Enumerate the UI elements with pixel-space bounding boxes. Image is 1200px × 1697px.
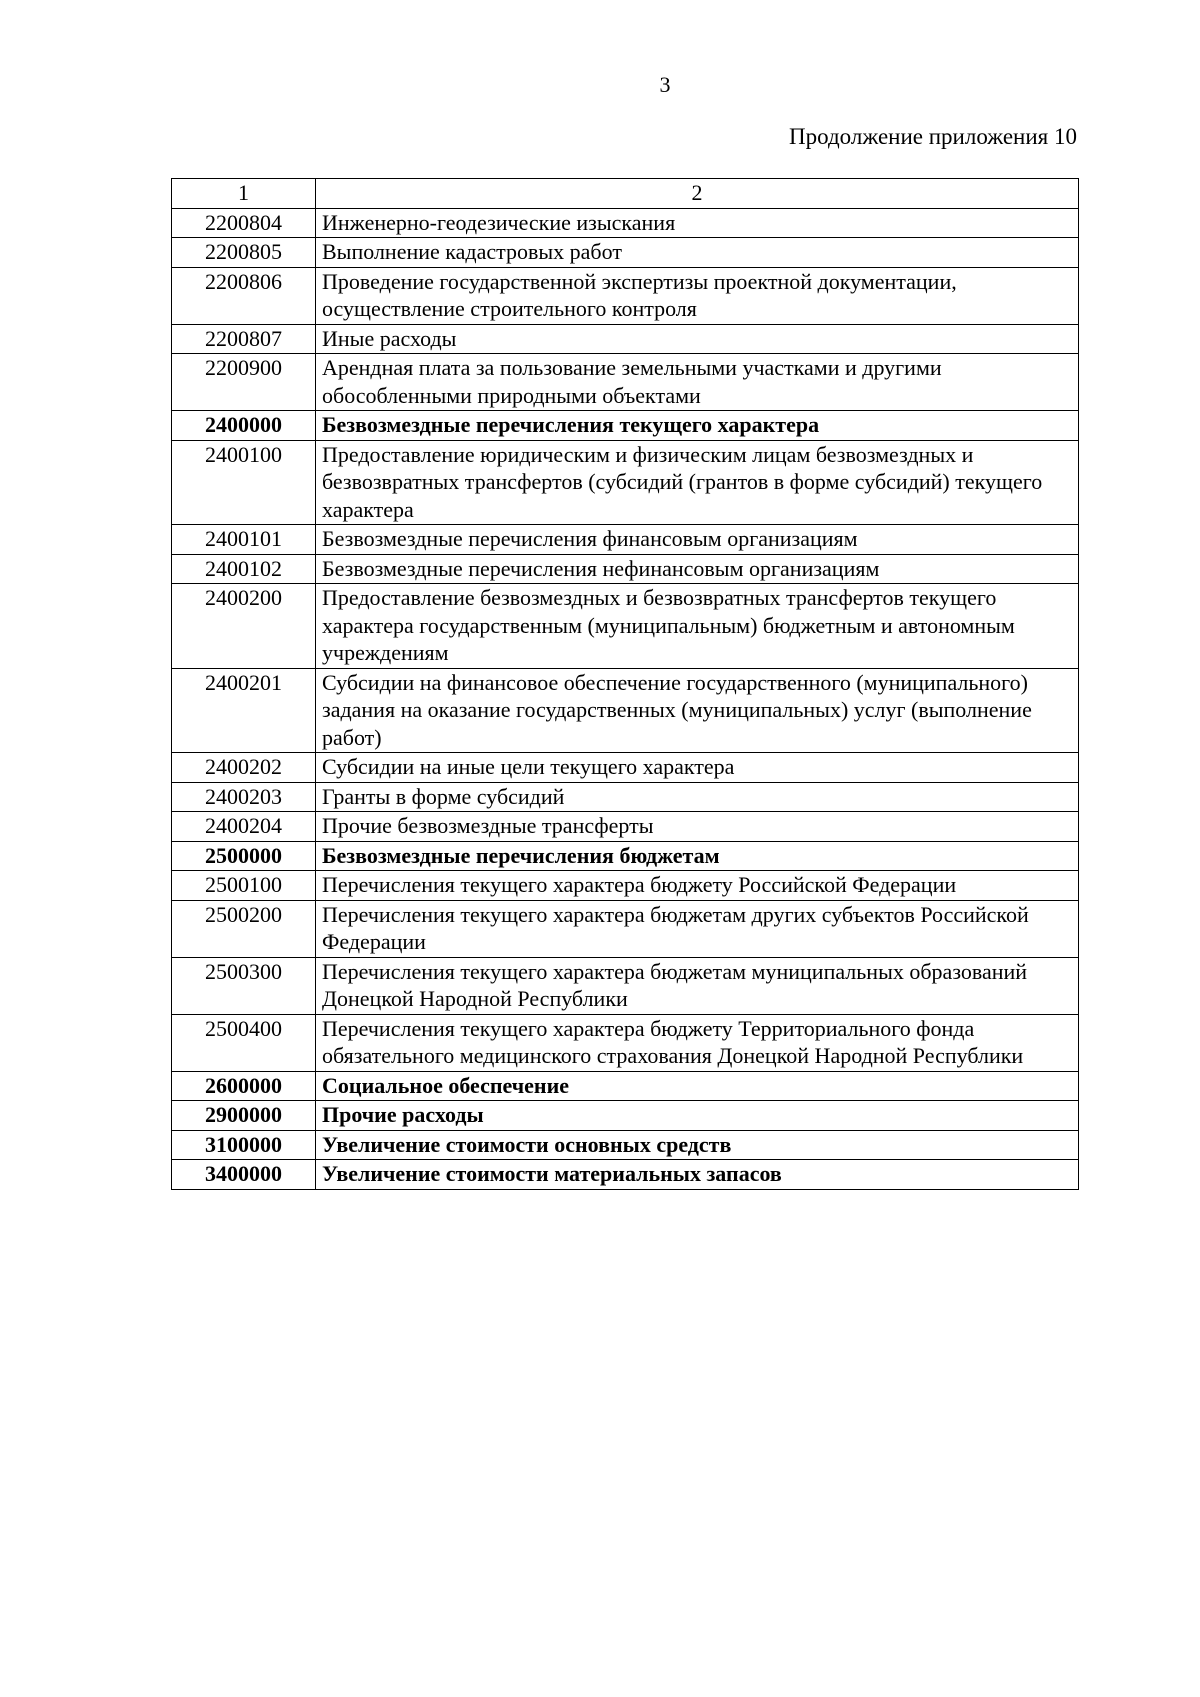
table-row xyxy=(172,354,1079,411)
row-code: 2200807 xyxy=(172,324,316,354)
row-name: Безвозмездные перечисления финансовым организациям xyxy=(316,525,1079,555)
row-code: 2400203 xyxy=(172,782,316,812)
row-name: Перечисления текущего характера бюджетам других субъектов Российской Федерации xyxy=(316,900,1079,957)
row-code: 2400101 xyxy=(172,525,316,555)
table-row xyxy=(172,1014,1079,1071)
table-row xyxy=(172,411,1079,441)
row-code: 3100000 xyxy=(172,1130,316,1160)
row-name: Прочие безвозмездные трансферты xyxy=(316,812,1079,842)
row-code: 2200900 xyxy=(172,354,316,411)
table-row xyxy=(172,584,1079,669)
continuation-label: Продолжение приложения 10 xyxy=(789,124,1077,149)
row-code: 2200804 xyxy=(172,208,316,238)
row-code: 3400000 xyxy=(172,1160,316,1190)
row-code: 2400202 xyxy=(172,753,316,783)
row-code: 2400201 xyxy=(172,668,316,753)
table-row xyxy=(172,1160,1079,1190)
row-name: Перечисления текущего характера бюджету Территориального фонда обязательного медицинского страхования Донецкой Народной Республики xyxy=(316,1014,1079,1071)
table-row xyxy=(172,1101,1079,1131)
budget-codes-table xyxy=(171,178,1079,1190)
row-code: 2500200 xyxy=(172,900,316,957)
table-row xyxy=(172,267,1079,324)
row-name: Субсидии на иные цели текущего характера xyxy=(316,753,1079,783)
table-row xyxy=(172,753,1079,783)
table-row xyxy=(172,1130,1079,1160)
table-row xyxy=(172,871,1079,901)
row-name: Выполнение кадастровых работ xyxy=(316,238,1079,268)
table-row xyxy=(172,324,1079,354)
row-name: Предоставление юридическим и физическим лицам безвозмездных и безвозвратных трансфертов (субсидий (грантов в форме субсидий) текущего характера xyxy=(316,440,1079,525)
page-number: 3 xyxy=(659,72,671,97)
table-row xyxy=(172,812,1079,842)
table-row xyxy=(172,208,1079,238)
table-row xyxy=(172,841,1079,871)
table-row xyxy=(172,957,1079,1014)
row-name: Арендная плата за пользование земельными участками и другими обособленными природными объектами xyxy=(316,354,1079,411)
row-code: 2200805 xyxy=(172,238,316,268)
row-code: 2400204 xyxy=(172,812,316,842)
table-row xyxy=(172,668,1079,753)
row-name: Проведение государственной экспертизы проектной документации, осуществление строительного контроля xyxy=(316,267,1079,324)
table-body xyxy=(172,208,1079,1189)
header-column-2: 2 xyxy=(316,179,1079,209)
row-name: Иные расходы xyxy=(316,324,1079,354)
row-name: Субсидии на финансовое обеспечение государственного (муниципального) задания на оказание государственных (муниципальных) услуг (выполнение работ) xyxy=(316,668,1079,753)
row-code: 2400100 xyxy=(172,440,316,525)
table-row xyxy=(172,1071,1079,1101)
table-row xyxy=(172,238,1079,268)
row-code: 2900000 xyxy=(172,1101,316,1131)
row-name: Прочие расходы xyxy=(316,1101,1079,1131)
row-name: Предоставление безвозмездных и безвозвратных трансфертов текущего характера государственным (муниципальным) бюджетным и автономным учреждениям xyxy=(316,584,1079,669)
row-name: Перечисления текущего характера бюджету Российской Федерации xyxy=(316,871,1079,901)
row-code: 2500000 xyxy=(172,841,316,871)
row-name: Безвозмездные перечисления бюджетам xyxy=(316,841,1079,871)
table-row xyxy=(172,525,1079,555)
row-name: Безвозмездные перечисления нефинансовым организациям xyxy=(316,554,1079,584)
table-row xyxy=(172,440,1079,525)
table-row xyxy=(172,900,1079,957)
row-code: 2400102 xyxy=(172,554,316,584)
table-header xyxy=(172,179,1079,209)
header-row xyxy=(172,179,1079,209)
row-name: Безвозмездные перечисления текущего характера xyxy=(316,411,1079,441)
row-name: Увеличение стоимости основных средств xyxy=(316,1130,1079,1160)
row-name: Гранты в форме субсидий xyxy=(316,782,1079,812)
row-name: Инженерно-геодезические изыскания xyxy=(316,208,1079,238)
row-code: 2500300 xyxy=(172,957,316,1014)
row-code: 2400200 xyxy=(172,584,316,669)
row-name: Увеличение стоимости материальных запасов xyxy=(316,1160,1079,1190)
row-name: Перечисления текущего характера бюджетам муниципальных образований Донецкой Народной Республики xyxy=(316,957,1079,1014)
row-code: 2500400 xyxy=(172,1014,316,1071)
table-row xyxy=(172,782,1079,812)
table-row xyxy=(172,554,1079,584)
row-code: 2400000 xyxy=(172,411,316,441)
row-code: 2500100 xyxy=(172,871,316,901)
row-code: 2200806 xyxy=(172,267,316,324)
header-column-1: 1 xyxy=(172,179,316,209)
row-code: 2600000 xyxy=(172,1071,316,1101)
row-name: Социальное обеспечение xyxy=(316,1071,1079,1101)
